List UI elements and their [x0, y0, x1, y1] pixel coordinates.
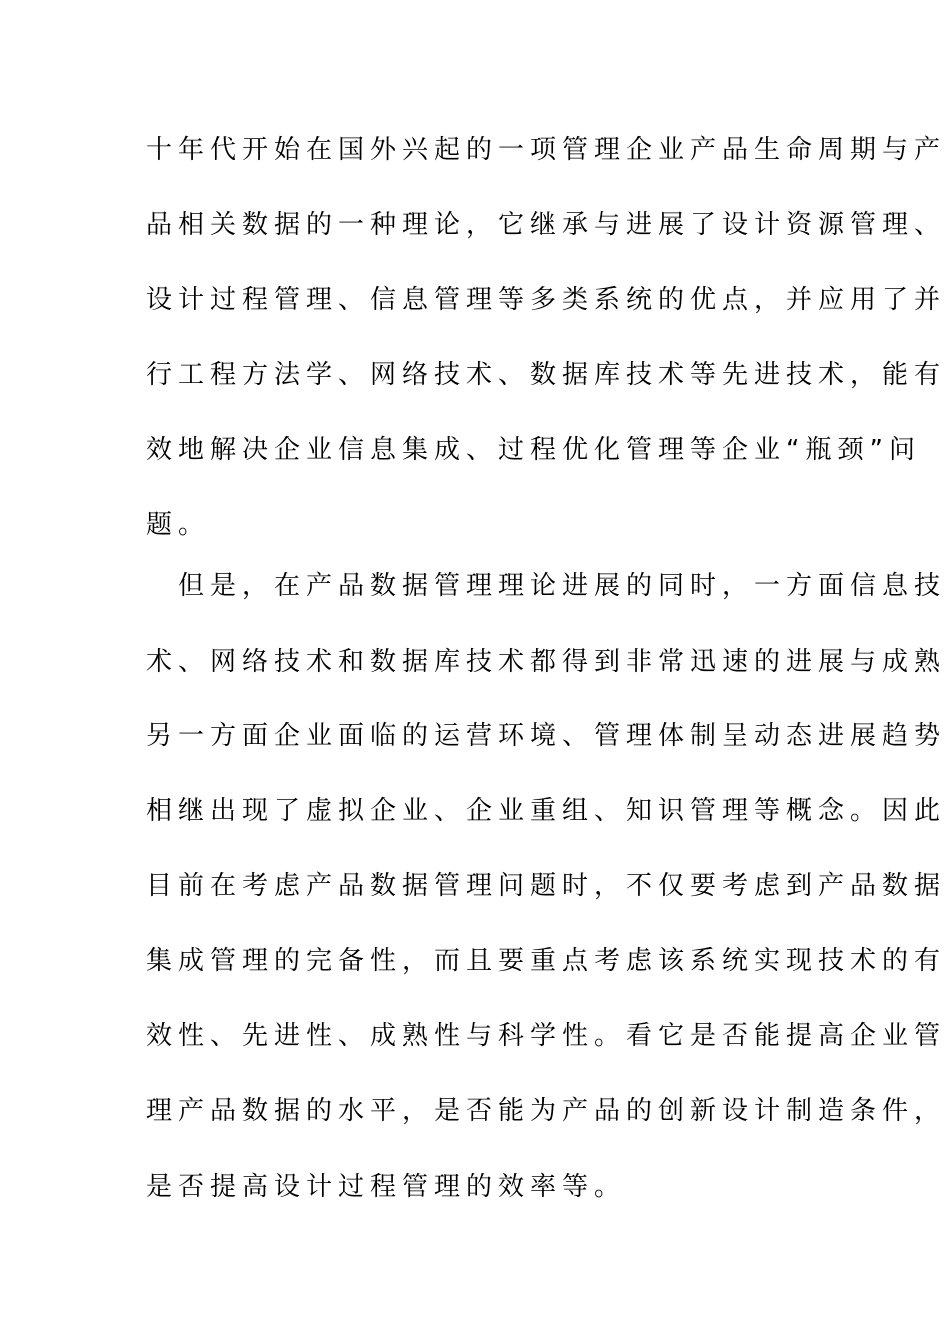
- text-line: 集成管理的完备性，而且要重点考虑该系统实现技术的有: [146, 946, 947, 976]
- text-line: 但是，在产品数据管理理论进展的同时，一方面信息技: [178, 571, 947, 601]
- text-line: 术、网络技术和数据库技术都得到非常迅速的进展与成熟: [146, 647, 947, 677]
- text-line: 相继出现了虚拟企业、企业重组、知识管理等概念。因此: [146, 796, 947, 826]
- text-line: 理产品数据的水平，是否能为产品的创新设计制造条件，: [146, 1096, 947, 1126]
- text-line: 是否提高设计过程管理的效率等。: [146, 1172, 627, 1202]
- text-line: 行工程方法学、网络技术、数据库技术等先进技术，能有: [146, 360, 947, 390]
- text-line: 设计过程管理、信息管理等多类系统的优点，并应用了并: [146, 285, 947, 315]
- text-line: 效地解决企业信息集成、过程优化管理等企业“瓶颈”问: [146, 435, 921, 465]
- text-line: 另一方面企业面临的运营环境、管理体制呈动态进展趋势: [146, 721, 947, 751]
- text-line: 十年代开始在国外兴起的一项管理企业产品生命周期与产: [146, 135, 947, 165]
- text-line: 题。: [146, 510, 211, 540]
- text-line: 效性、先进性、成熟性与科学性。看它是否能提高企业管: [146, 1021, 947, 1051]
- text-line: 品相关数据的一种理论，它继承与进展了设计资源管理、: [146, 210, 947, 240]
- text-line: 目前在考虑产品数据管理问题时，不仅要考虑到产品数据: [146, 871, 947, 901]
